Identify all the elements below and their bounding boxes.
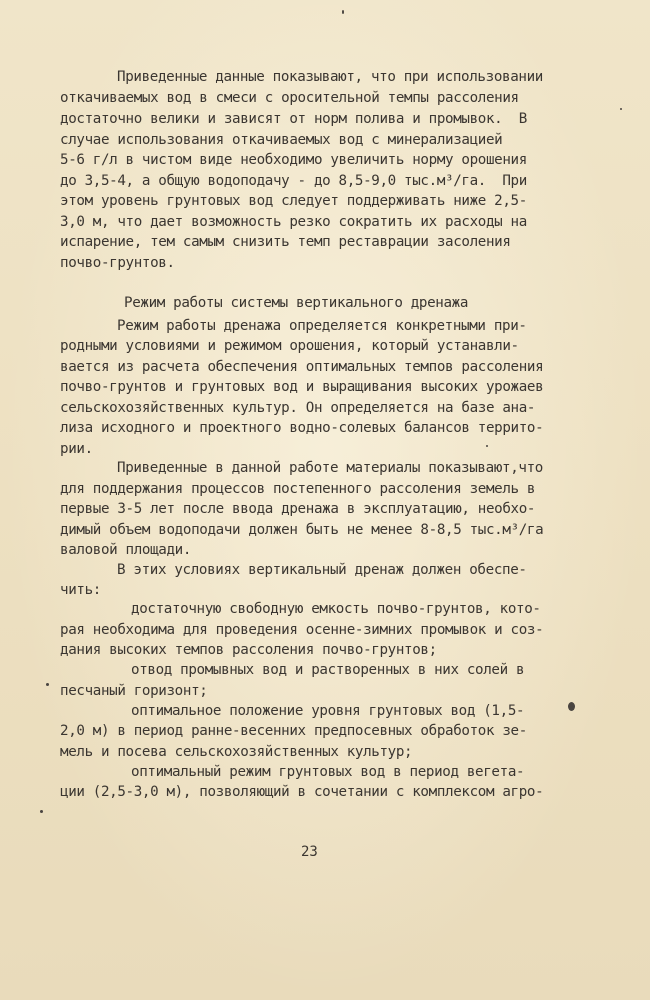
ink-dot [40, 810, 43, 813]
text-line: отвод промывных вод и растворенных в них солей в [131, 662, 525, 678]
text-line: до 3,5-4, а общую водоподачу - до 8,5-9,0 тыс.м³/га. При [60, 173, 527, 189]
text-line: димый объем водоподачи должен быть не менее 8-8,5 тыс.м³/га [60, 522, 544, 538]
text-line: валовой площади. [60, 542, 192, 558]
text-line: оптимальное положение уровня грунтовых вод (1,5- [131, 703, 525, 719]
text-line: вается из расчета обеспечения оптимальных темпов рассоления [60, 359, 544, 375]
text-line: случае использования откачиваемых вод с минерализацией [60, 132, 503, 148]
text-line: 5-6 г/л в чистом виде необходимо увеличить норму орошения [60, 152, 527, 168]
text-line: 2,0 м) в период ранне-весенних предпосевных обработок зе- [60, 723, 527, 739]
section-heading: Режим работы системы вертикального дренажа [124, 295, 469, 311]
text-line: достаточную свободную емкость почво-грунтов, кото- [131, 601, 541, 617]
text-line: откачиваемых вод в смеси с оросительной темпы рассоления [60, 90, 519, 106]
text-line: лиза исходного и проектного водно-солевых балансов террито- [60, 420, 544, 436]
ink-dot [46, 683, 49, 686]
text-line: чить: [60, 582, 101, 598]
text-line: почво-грунтов и грунтовых вод и выращивания высоких урожаев [60, 379, 544, 395]
text-line: мель и посева сельскохозяйственных культур; [60, 744, 413, 760]
ink-spot [568, 702, 575, 711]
text-line: оптимальный режим грунтовых вод в период вегета- [131, 764, 525, 780]
text-line: этом уровень грунтовых вод следует поддерживать ниже 2,5- [60, 193, 527, 209]
text-line: рии. [60, 441, 93, 457]
text-line: испарение, тем самым снизить темп реставрации засоления [60, 234, 511, 250]
text-line: Приведенные данные показывают, что при использовании [117, 69, 543, 85]
text-line: сельскохозяйственных культур. Он определяется на базе ана- [60, 400, 536, 416]
text-line: ции (2,5-3,0 м), позволяющий в сочетании с комплексом агро- [60, 784, 544, 800]
text-line: 3,0 м, что дает возможность резко сократить их расходы на [60, 214, 527, 230]
text-line: почво-грунтов. [60, 255, 175, 271]
text-line: Приведенные в данной работе материалы показывают,что [117, 460, 543, 476]
ink-dot [486, 445, 488, 447]
text-line: Режим работы дренажа определяется конкретными при- [117, 318, 527, 334]
ink-dot [342, 10, 344, 14]
text-line: родными условиями и режимом орошения, который устанавли- [60, 338, 519, 354]
text-line: первые 3-5 лет после ввода дренажа в эксплуатацию, необхо- [60, 501, 536, 517]
text-line: для поддержания процессов постепенного рассоления земель в [60, 481, 536, 497]
text-line: рая необходима для проведения осенне-зимних промывок и соз- [60, 622, 544, 638]
text-line: В этих условиях вертикальный дренаж должен обеспе- [117, 562, 527, 578]
text-line: дания высоких темпов рассоления почво-грунтов; [60, 642, 437, 658]
page-number: 23 [301, 844, 318, 860]
text-line: песчаный горизонт; [60, 683, 208, 699]
text-line: достаточно велики и зависят от норм полива и промывок. В [60, 111, 527, 127]
ink-dot [620, 108, 622, 110]
